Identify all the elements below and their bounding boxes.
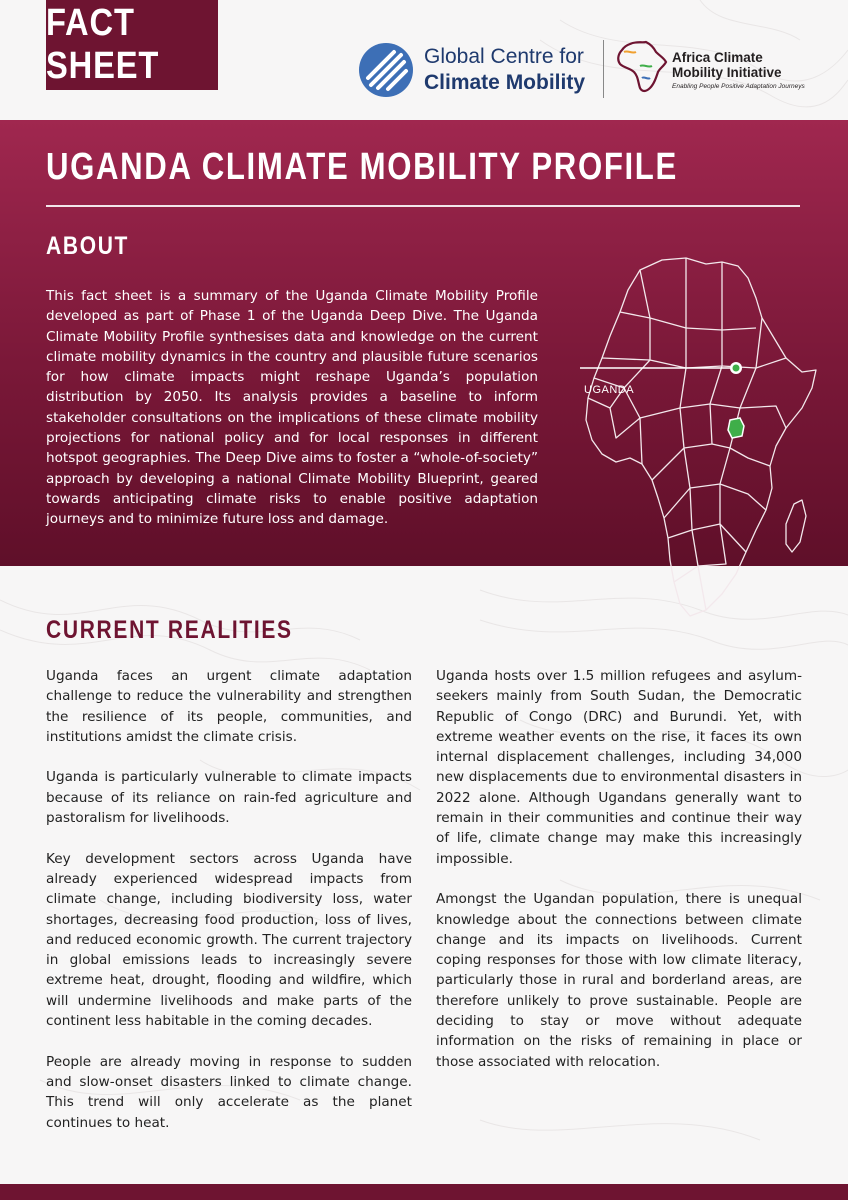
title-rule (46, 205, 800, 207)
uganda-highlight-icon (728, 418, 744, 438)
about-heading: ABOUT (46, 232, 130, 260)
page-title: UGANDA CLIMATE MOBILITY PROFILE (46, 146, 678, 188)
gccm-wordmark (424, 44, 585, 96)
right-paragraph-2: Amongst the Ugandan population, there is unequal knowledge about the connections between climate change and its impacts on livelihoods. Current coping responses for those with low climate literacy, particularly those in rural and borderland areas, are therefore unlikely to prove sustainable. People are deciding to stay or move without adequate information on the risks of remaining in place or those associated with relocation. (436, 891, 802, 1070)
logo-divider (603, 40, 604, 98)
acmi-wordmark (672, 50, 805, 90)
left-paragraph-4: People are already moving in response to sudden and slow-onset disasters linked to climate change. This trend will only accelerate as the planet continues to heat. (46, 1053, 412, 1131)
gccm-logo-icon (356, 40, 416, 100)
fact-sheet-tag (46, 0, 218, 90)
footer-bar (0, 1184, 848, 1200)
fact-sheet-label: FACT SHEET (46, 2, 160, 87)
africa-map-icon (580, 248, 820, 638)
left-paragraph-1: Uganda faces an urgent climate adaptation challenge to reduce the vulnerability and strengthen the resilience of its people, communities, and institutions amidst the climate crisis. (46, 668, 412, 745)
about-paragraph: This fact sheet is a summary of the Uganda Climate Mobility Profile developed as part of Phase 1 of the Uganda Deep Dive. The Uganda Climate Mobility Profile synthesises data and knowledge on the current climate mobility dynamics in the country and plausible future scenarios for how climate impacts might reshape Uganda’s population distribution by 2050. Its analysis provides a baseline to inform stakeholder consultations on the implications of these climate mobility projections for national policy and for local responses in different hotspot geographies. The Deep Dive aims to foster a “whole-of-society” approach by developing a national Climate Mobility Blueprint, geared towards anticipating climate risks to enable positive adaptation journeys and to minimize future loss and damage. (46, 288, 538, 528)
current-realities-left-column (46, 666, 412, 1153)
left-paragraph-2: Uganda is particularly vulnerable to climate impacts because of its reliance on rain-fed agriculture and pastoralism for livelihoods. (46, 769, 412, 827)
left-paragraph-3: Key development sectors across Uganda have already experienced widespread impacts from climate change, including biodiversity loss, water shortages, decreasing food production, loss of lives, and reduced economic growth. The current trajectory in global emissions leads to increasingly severe extreme heat, drought, flooding and wildfire, which will undermine livelihoods and make parts of the continent less habitable in the coming decades. (46, 850, 412, 1030)
acmi-line-2: Mobility Initiative (672, 65, 782, 80)
right-paragraph-1: Uganda hosts over 1.5 million refugees and asylum-seekers mainly from South Sudan, the Democratic Republic of Congo (DRC) and Burundi. Yet, with extreme weather events on the rise, it faces its own internal displacement challenges, including 34,000 new displacements due to environmental disasters in 2022 alone. Although Ugandans generally want to remain in their communities and continue their way of life, climate change may make this increasingly impossible. (436, 668, 802, 867)
current-realities-heading: CURRENT REALITIES (46, 616, 293, 644)
gccm-line-1: Global Centre for (424, 45, 584, 68)
acmi-africa-logo-icon (612, 38, 670, 96)
profile-banner (0, 120, 848, 566)
gccm-line-2: Climate Mobility (424, 71, 586, 94)
current-realities-right-column (436, 666, 802, 1092)
acmi-tagline: Enabling People Positive Adaptation Journeys (672, 83, 805, 90)
uganda-map-label: UGANDA (584, 384, 635, 396)
acmi-line-1: Africa Climate (672, 50, 763, 65)
